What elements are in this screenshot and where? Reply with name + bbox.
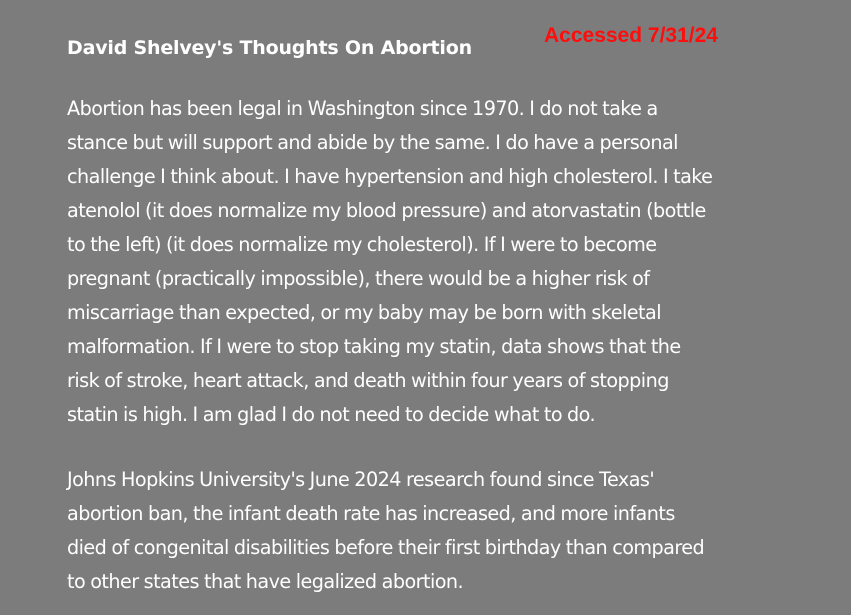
paragraph-line: miscarriage than expected, or my baby may be born with skeletal — [67, 301, 661, 324]
paragraph-line: abortion ban, the infant death rate has increased, and more infants — [67, 502, 675, 525]
paragraph-research — [67, 463, 827, 599]
paragraph-line: statin is high. I am glad I do not need to decide what to do. — [67, 403, 596, 426]
paragraph-line: Johns Hopkins University's June 2024 research found since Texas' — [67, 468, 655, 491]
paragraph-line: Abortion has been legal in Washington since 1970. I do not take a — [67, 97, 658, 120]
paragraph-line: stance but will support and abide by the same. I do have a personal — [67, 131, 678, 154]
paragraph-line: challenge I think about. I have hypertension and high cholesterol. I take — [67, 165, 713, 188]
article-title: David Shelvey's Thoughts On Abortion — [67, 37, 472, 59]
paragraph-line: risk of stroke, heart attack, and death within four years of stopping — [67, 369, 669, 392]
paragraph-line: atenolol (it does normalize my blood pressure) and atorvastatin (bottle — [67, 199, 706, 222]
paragraph-line: to other states that have legalized abortion. — [67, 570, 464, 593]
paragraph-line: to the left) (it does normalize my cholesterol). If I were to become — [67, 233, 657, 256]
paragraph-personal-challenge — [67, 92, 827, 432]
paragraph-line: malformation. If I were to stop taking my statin, data shows that the — [67, 335, 681, 358]
paragraph-line: died of congenital disabilities before their first birthday than compared — [67, 536, 705, 559]
paragraph-line: pregnant (practically impossible), there would be a higher risk of — [67, 267, 650, 290]
accessed-date-stamp: Accessed 7/31/24 — [544, 24, 718, 47]
